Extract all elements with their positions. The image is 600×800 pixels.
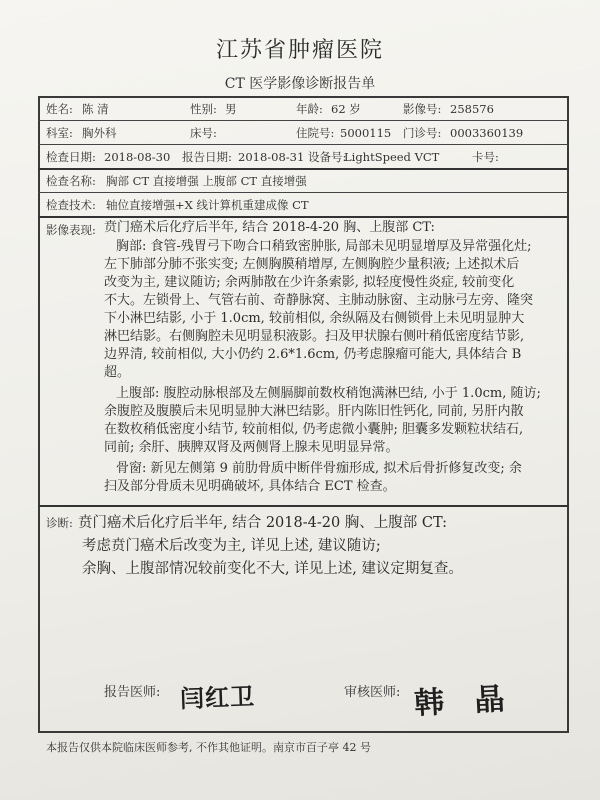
exam-date: 2018-08-30 [104, 150, 171, 164]
findings-line: 贲门癌术后化疗后半年, 结合 2018-4-20 胸、上腹部 CT: [104, 220, 435, 235]
age-label: 年龄: [296, 102, 323, 116]
row-divider [38, 120, 569, 121]
dept: 胸外科 [82, 126, 117, 140]
diagnosis-line: 考虑贲门癌术后改变为主, 详见上述, 建议随访; [82, 538, 381, 554]
report-date: 2018-08-31 [238, 150, 305, 164]
findings-line: 余腹腔及腹膜后未见明显肿大淋巴结影。肝内陈旧性钙化, 同前, 另肝内散 [104, 404, 524, 419]
exam-name-label: 检查名称: [46, 174, 96, 188]
diagnosis-line: 余胸、上腹部情况较前变化不大, 详见上述, 建议定期复查。 [82, 561, 463, 577]
findings-line: 骨窗: 新见左侧第 9 前肋骨质中断伴骨痂形成, 拟术后骨折修复改变; 余 [116, 461, 522, 476]
sex-label: 性别: [190, 102, 217, 116]
patient-sex: 男 [225, 102, 237, 116]
findings-label: 影像表现: [46, 223, 96, 237]
exam-date-label: 检查日期: [46, 150, 96, 164]
findings-line: 超。 [104, 365, 131, 380]
findings-line: 改变为主, 建议随访; 余两肺散在少许条索影, 拟轻度慢性炎症, 较前变化 [104, 275, 515, 290]
reviewer-signature: 韩 晶 [413, 681, 516, 722]
exam-name: 胸部 CT 直接增强 上腹部 CT 直接增强 [106, 174, 307, 188]
section-divider [38, 505, 569, 507]
footer-note: 本报告仅供本院临床医师参考, 不作其他证明。南京市百子亭 42 号 [46, 741, 371, 754]
technique-label: 检查技术: [46, 198, 96, 212]
diagnosis-line: 贲门癌术后化疗后半年, 结合 2018-4-20 胸、上腹部 CT: [78, 515, 448, 531]
outpatient-label: 门诊号: [403, 126, 442, 140]
image-no-label: 影像号: [403, 102, 442, 116]
device: LightSpeed VCT [344, 150, 440, 164]
outpatient-no: 0003360139 [450, 126, 524, 140]
inpatient-label: 住院号: [296, 126, 335, 140]
image-no: 258576 [450, 102, 494, 116]
name-label: 姓名: [46, 102, 73, 116]
row-divider [38, 144, 569, 145]
findings-line: 胸部: 食管-残胃弓下吻合口稍致密肿胀, 局部未见明显增厚及异常强化灶; [116, 239, 532, 254]
findings-line: 扫及部分骨质未见明确破坏, 具体结合 ECT 检查。 [104, 479, 396, 494]
bed-label: 床号: [190, 126, 217, 140]
findings-line: 不大。左锁骨上、气管右前、奇静脉窝、主肺动脉窗、主动脉弓左旁、隆突 [104, 293, 534, 308]
section-divider [38, 168, 569, 170]
findings-line: 左下肺部分肺不张实变; 左侧胸膜稍增厚, 左侧胸腔少量积液; 上述拟术后 [104, 257, 520, 272]
inpatient-no: 5000115 [340, 126, 392, 140]
report-date-label: 报告日期: [182, 150, 232, 164]
dept-label: 科室: [46, 126, 73, 140]
findings-line: 在数枚稍低密度小结节, 较前相似, 仍考虑微小囊肿; 胆囊多发颗粒状结石, [104, 422, 524, 437]
row-divider [38, 192, 569, 193]
hospital-name: 江苏省肿瘤医院 [215, 38, 384, 63]
patient-age: 62 岁 [331, 102, 361, 116]
diagnosis-label: 诊断: [46, 516, 73, 530]
report-title: CT 医学影像诊断报告单 [224, 76, 376, 92]
reviewer-label: 审核医师: [344, 685, 401, 700]
reporter-signature: 闫红卫 [179, 682, 256, 714]
section-divider [38, 216, 569, 218]
reporter-label: 报告医师: [104, 685, 161, 700]
findings-line: 同前; 余肝、胰脾双肾及两侧肾上腺未见明显异常。 [104, 440, 399, 455]
diagnosis-text [72, 512, 463, 581]
patient-name: 陈 清 [82, 102, 109, 116]
card-label: 卡号: [472, 150, 499, 164]
findings-line: 上腹部: 腹腔动脉根部及左侧膈脚前数枚稍饱满淋巴结, 小于 1.0cm, 随访; [116, 386, 541, 401]
findings-line: 下小淋巴结影, 小于 1.0cm, 较前相似, 余纵隔及右侧锁骨上未见明显肿大 [104, 311, 525, 326]
technique: 轴位直接增强+X 线计算机重建成像 CT [106, 198, 309, 212]
device-label: 设备号: [308, 150, 347, 164]
findings-line: 淋巴结影。右侧胸腔未见明显积液影。扫及甲状腺右侧叶稍低密度结节影, [104, 329, 525, 344]
findings-line: 边界清, 较前相似, 大小仍约 2.6*1.6cm, 仍考虑腺瘤可能大, 具体结合 B [104, 347, 522, 362]
